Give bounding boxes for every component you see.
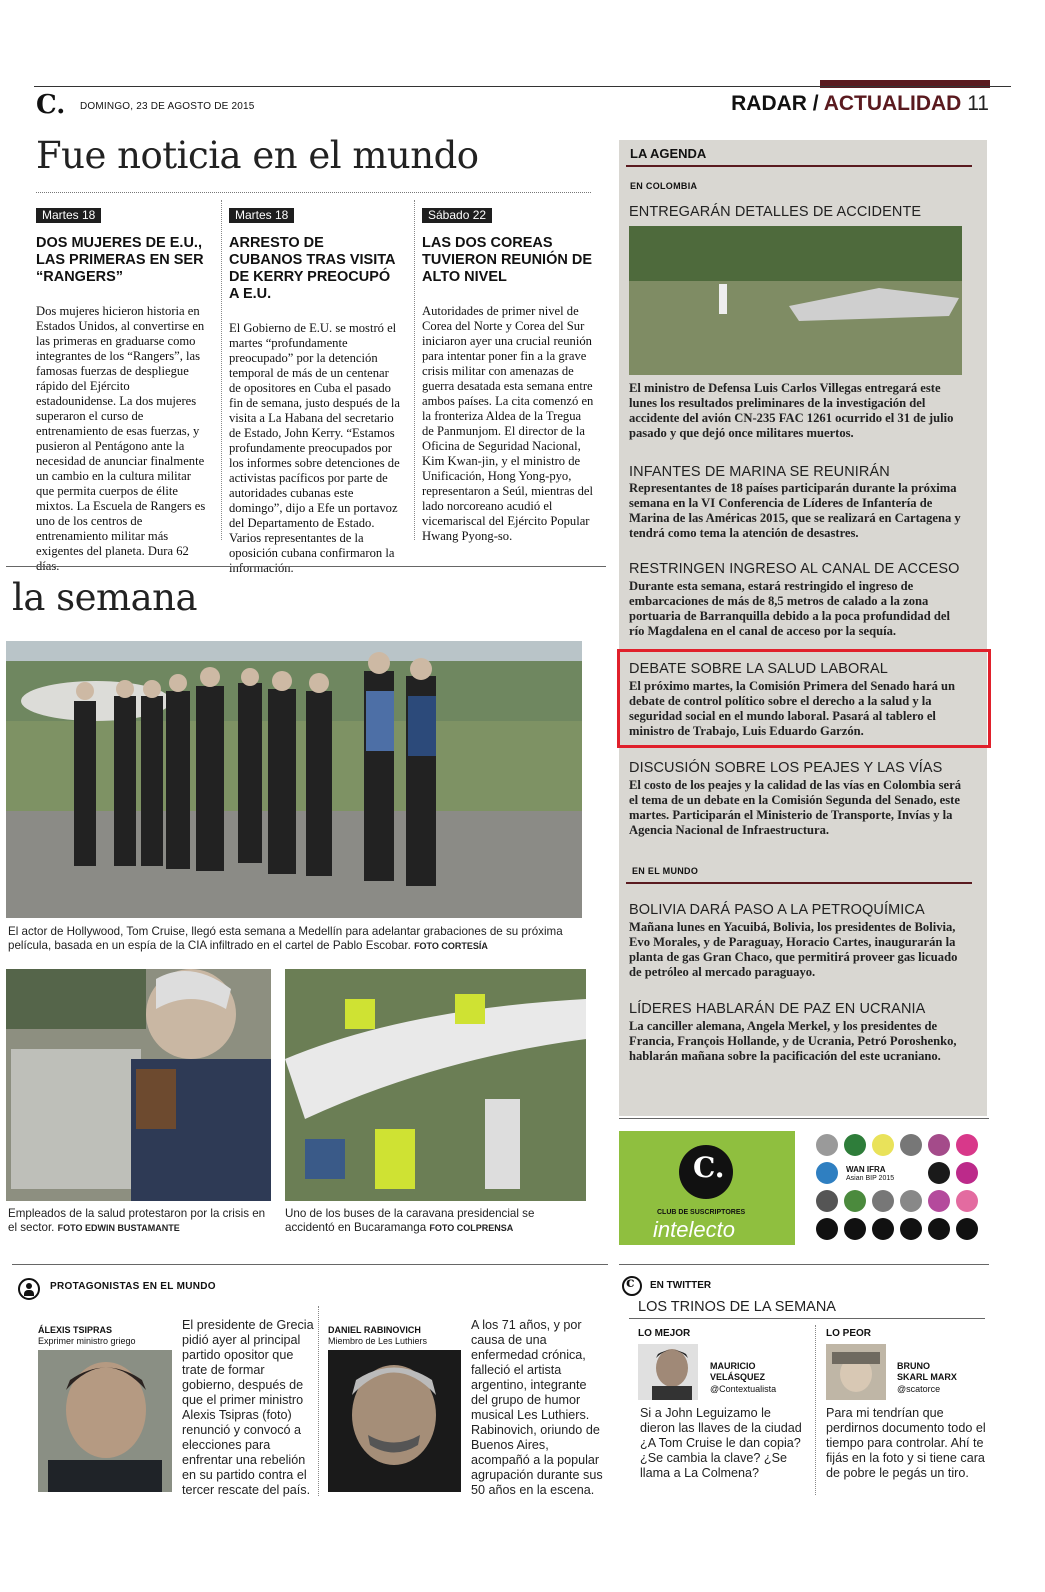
- news-column: [229, 206, 401, 576]
- agenda-header: LA AGENDA: [630, 146, 707, 161]
- agenda-item-text: Durante esta semana, estará restringido el ingreso de embarcaciones de más de 8,5 metros de calado a la zona portuaria de Barranquilla debido a la poca profundidad del río Magdalena en el canal de acceso por la sequía.: [629, 579, 950, 638]
- agenda-item-title: ENTREGARÁN DETALLES DE ACCIDENTE: [629, 204, 922, 220]
- news-headline: DOS MUJERES DE E.U., LAS PRIMERAS EN SER “RANGERS”: [36, 235, 204, 285]
- tsipras-photo[interactable]: [38, 1350, 172, 1492]
- agenda-item-title: DISCUSIÓN SOBRE LOS PEAJES Y LAS VÍAS: [629, 760, 943, 776]
- agenda-item-text: La canciller alemana, Angela Merkel, y los presidentes de Francia, François Hollande, y de Ucrania, Petró Poroshenko, hablarán mañana sobre la pacificación del este ucraniano.: [629, 1019, 957, 1063]
- protest-caption: Empleados de la salud protestaron por la crisis en el sector. FOTO EDWIN BUSTAMANTE: [8, 1207, 266, 1234]
- section-label: RADAR / ACTUALIDAD 11: [731, 92, 989, 115]
- news-body: Autoridades de primer nivel de Corea del Norte y Corea del Sur iniciaron ayer una crucial reunión para intentar poner fin a la grave crisis militar con amenazas de guerra desatada esta semana entre ambos países. La cita comenzó en la fronteriza Aldea de la Tregua de Panmunjom. El director de la Oficina de Seguridad Nacional, Kim Kwan-jin, y el ministro de Unificación, Hong Yong-pyo, representaron a Seúl, mientras del lado norcoreano acudió el vicemariscal del Ejército Popular Hwang Pyong-so.: [422, 304, 594, 543]
- twitter-logo-icon: c: [622, 1276, 642, 1296]
- tweet-text: Si a John Leguizamo le dieron las llaves de la ciudad ¿A Tom Cruise le dan copia? ¿Se cambia la clave? ¿Se llama a La Colmena?: [640, 1406, 802, 1480]
- semana-rule: [6, 566, 606, 567]
- protagonistas-rule: [12, 1264, 608, 1265]
- mundo-rule: [626, 882, 972, 884]
- avatar: [826, 1344, 886, 1400]
- rabinovich-photo[interactable]: [328, 1350, 461, 1492]
- ad-rule: [619, 1118, 989, 1119]
- intelecto-brand: intelecto: [653, 1217, 735, 1242]
- twitter-title: LOS TRINOS DE LA SEMANA: [638, 1299, 836, 1315]
- bus-caption: Uno de los buses de la caravana presidencial se accidentó en Bucaramanga FOTO COLPRENSA: [285, 1207, 535, 1234]
- agenda-item-text: El ministro de Defensa Luis Carlos Villegas entregará este lunes los resultados preliminares de la investigación del accidente del avión CN-235 FAC 1261 ocurrido el 31 de julio pasado y que dejó once militares muertos.: [629, 381, 954, 440]
- twitter-rule: [619, 1264, 989, 1265]
- day-badge: Martes 18: [36, 208, 101, 223]
- avatar: [638, 1344, 698, 1400]
- news-body: El Gobierno de E.U. se mostró el martes “profundamente preocupado” por la detención temporal de más de un centenar de opositores en Cuba el pasado fin de semana, justo después de la visita a La Habana del secretario de Estado, John Kerry. “Estamos profundamente preocupados por los informes sobre detenciones de activistas pacíficos por parte de autoridades cubanas este domingo”, dijo a Efe un portavoz del Departamento de Estado. Varios representantes de la oposición cubana confirmaron la información.: [229, 321, 401, 575]
- news-column: [36, 206, 208, 574]
- person-name: ÁLEXIS TSIPRAS: [38, 1325, 113, 1335]
- protest-photo[interactable]: [6, 969, 271, 1201]
- photo-illustration: [285, 969, 586, 1201]
- photo-credit: FOTO EDWIN BUSTAMANTE: [57, 1223, 180, 1233]
- news-headline: ARRESTO DE CUBANOS TRAS VISITA DE KERRY PREOCUPÓ A E.U.: [229, 235, 395, 302]
- ad-logo: C.: [693, 1151, 725, 1184]
- asian-label: Asian BIP 2015: [846, 1175, 895, 1182]
- agenda-item-text: El costo de los peajes y la calidad de las vías en Colombia será el tema de un debate en la Comisión Segunda del Senado, este martes. Participarán el Ministerio de Transporte, Invías y la Agencia Nacional de Infraestructura.: [629, 778, 961, 837]
- photo-illustration: [328, 1350, 461, 1492]
- worst-label: LO PEOR: [826, 1328, 872, 1339]
- person-text: El presidente de Grecia pidió ayer al principal partido opositor que trate de formar gobierno, después de que el primer ministro Alexis Tsipras (foto) renunció y convocó a elecciones para enfrentar una rebelión en su partido contra el tercer rescate del país.: [182, 1318, 314, 1497]
- section-actualidad: ACTUALIDAD: [823, 92, 962, 115]
- section-radar: RADAR: [731, 92, 807, 115]
- issue-date: DOMINGO, 23 DE AGOSTO DE 2015: [80, 101, 255, 112]
- intelecto-ad[interactable]: [619, 1131, 795, 1245]
- person-name: DANIEL RABINOVICH: [328, 1325, 421, 1335]
- agenda-item-title: INFANTES DE MARINA SE REUNIRÁN: [629, 464, 890, 480]
- header-rule: [34, 86, 1011, 87]
- page-number: 11: [967, 92, 989, 115]
- mundo-label: EN EL MUNDO: [632, 866, 699, 876]
- twitter-title-rule: [629, 1318, 985, 1319]
- day-badge: Martes 18: [229, 208, 294, 223]
- agenda-rule: [626, 165, 972, 167]
- person-icon: [18, 1278, 40, 1300]
- tom-cruise-caption: El actor de Hollywood, Tom Cruise, llegó esta semana a Medellín para adelantar grabaciones de su próxima película, basada en un espía de la CIA infiltrado en el cartel de Pablo Escobar. FOTO CORTESÍA: [8, 925, 563, 952]
- avatar-illustration: [826, 1344, 886, 1400]
- accident-photo[interactable]: [629, 226, 962, 375]
- avatar-illustration: [638, 1344, 698, 1400]
- person-role: Exprimer ministro griego: [38, 1336, 136, 1346]
- tweet-handle[interactable]: @scatorce: [897, 1384, 941, 1394]
- tweet-handle[interactable]: @Contextualista: [710, 1384, 777, 1394]
- photo-illustration: [629, 226, 962, 375]
- news-headline: LAS DOS COREAS TUVIERON REUNIÓN DE ALTO NIVEL: [422, 235, 592, 285]
- page-title: Fue noticia en el mundo: [36, 134, 479, 177]
- twitter-header: EN TWITTER: [650, 1280, 712, 1291]
- agenda-item-title: RESTRINGEN INGRESO AL CANAL DE ACCESO: [629, 561, 960, 577]
- agenda-item-title: LÍDERES HABLARÁN DE PAZ EN UCRANIA: [629, 1001, 926, 1017]
- photo-credit: FOTO COLPRENSA: [429, 1223, 514, 1233]
- agenda-item-text: El próximo martes, la Comisión Primera del Senado hará un debate de control político sobre el derecho a la salud y la seguridad social en el mundo laboral. Pasará al tablero el ministro de Trabajo, Luis Eduardo Garzón.: [629, 679, 956, 738]
- photo-illustration: [38, 1350, 172, 1492]
- news-body: Dos mujeres hicieron historia en Estados Unidos, al convertirse en las primeras en graduarse como integrantes de los “Rangers”, las famosas fuerzas de despliegue rápido del Ejército estadounidense. La dos mujeres superaron el curso de entrenamiento de esas fuerzas, y pusieron al Pentágono ante la necesidad de anunciar finalmente un cambio en la cultura militar que permita cuerpos de élite mixtos. La Escuela de Rangers es uno de los centros de entrenamiento militar más exigentes del planeta. Dura 62 días.: [36, 304, 206, 573]
- colombia-label: EN COLOMBIA: [630, 181, 698, 191]
- tweet-user: BRUNO SKARL MARX: [897, 1361, 957, 1382]
- best-label: LO MEJOR: [638, 1328, 691, 1339]
- title-rule: [36, 192, 591, 193]
- photo-illustration: [6, 641, 582, 918]
- newspaper-logo[interactable]: C.: [36, 90, 66, 120]
- club-label: CLUB DE SUSCRIPTORES: [657, 1209, 746, 1216]
- color-dot-grid: [816, 1134, 986, 1242]
- person-role: Miembro de Les Luthiers: [328, 1336, 428, 1346]
- tweet-user: MAURICIO VELÁSQUEZ: [710, 1361, 766, 1382]
- news-column: [422, 206, 594, 544]
- column-divider: [318, 1306, 319, 1496]
- agenda-item-title: DEBATE SOBRE LA SALUD LABORAL: [629, 661, 888, 677]
- wan-label: WAN IFRA: [846, 1165, 886, 1174]
- agenda-item-text: Representantes de 18 países participarán durante la próxima semana en la VI Conferencia de Líderes de Infantería de Marina de las Américas 2015, que se realizará en Cartagena y tendrá como tema la atención de desastres.: [629, 481, 961, 540]
- photo-illustration: [6, 969, 271, 1201]
- bus-accident-photo[interactable]: [285, 969, 586, 1201]
- column-divider: [414, 200, 415, 540]
- agenda-item-title: BOLIVIA DARÁ PASO A LA PETROQUÍMICA: [629, 902, 925, 918]
- column-divider: [221, 200, 222, 540]
- semana-title: la semana: [12, 576, 198, 619]
- tom-cruise-photo[interactable]: [6, 641, 582, 918]
- tweet-text: Para mi tendrían que perdirnos documento todo el tiempo para controlar. Ahí te fijás en la foto y si tiene cara de pobre le pegás un tiro.: [826, 1406, 986, 1480]
- person-text: A los 71 años, y por causa de una enfermedad crónica, falleció el artista argentino, integrante del grupo de humor musical Les Luthiers. Rabinovich, oriundo de Buenos Aires, acompañó a la popular agrupación durante sus 50 años en la escena.: [471, 1318, 603, 1497]
- day-badge: Sábado 22: [422, 208, 492, 223]
- agenda-item-text: Mañana lunes en Yacuibá, Bolivia, los presidentes de Bolivia, Evo Morales, y de Paraguay, Horacio Cartes, inaugurarán la planta de gas Gran Chaco, que permitirá proveer gas licuado de petróleo al mercado paraguayo.: [629, 920, 958, 979]
- column-divider: [815, 1325, 816, 1495]
- protagonistas-header: PROTAGONISTAS EN EL MUNDO: [50, 1281, 216, 1292]
- photo-credit: FOTO CORTESÍA: [414, 941, 488, 951]
